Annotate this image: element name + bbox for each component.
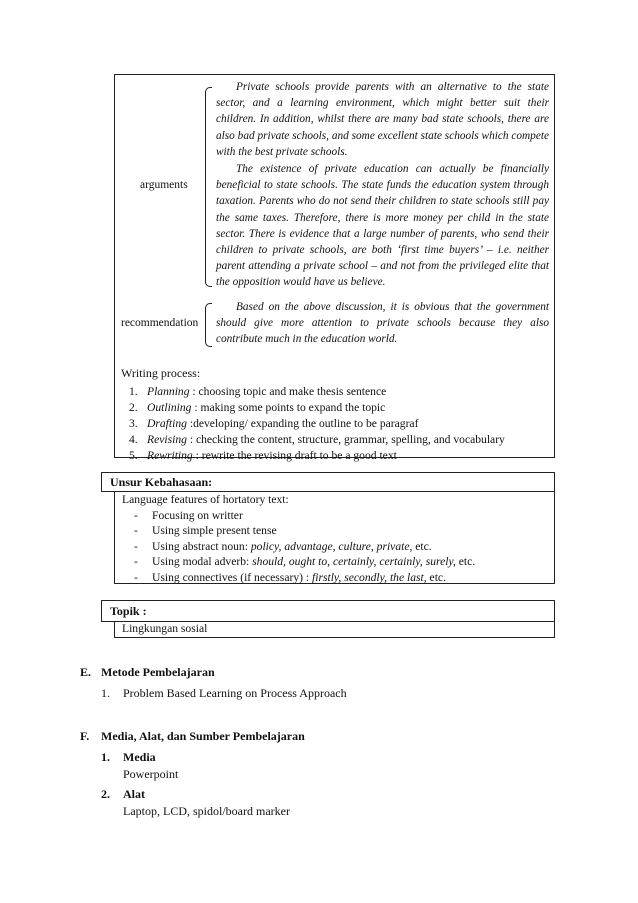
writing-process-item: 1. Planning : choosing topic and make thesis sentence — [129, 385, 387, 398]
writing-process-item: 5. Rewriting : rewrite the revising draft to be a good text — [129, 449, 397, 462]
language-features-intro: Language features of hortatory text: — [122, 493, 289, 506]
language-feature-item: - Using simple present tense — [134, 524, 277, 538]
section-f-item-number: 1. — [101, 750, 110, 764]
recommendation-label: recommendation — [121, 317, 199, 329]
section-f-letter: F. — [80, 729, 90, 743]
section-e-letter: E. — [80, 665, 92, 679]
unsur-kebahasaan-body — [114, 491, 555, 584]
writing-process-item: 3. Drafting :developing/ expanding the outline to be paragraf — [129, 417, 419, 430]
recommendation-brace — [205, 303, 212, 347]
hortatory-text-structure-box — [114, 74, 555, 462]
language-features-list — [122, 508, 554, 585]
argument-paragraph-2: The existence of private education can actually be financially beneficial to state schools. The state funds the education system through taxation. Parents who do not send their children to state schools still pay the same taxes. Therefore, there is more money per child in the state sector. There is evidence that a large number of parents, who send their children to private schools, are both ‘first time buyers’ – i.e. neither parent attending a private school – and not from the privileged elite that the opposition would have us believe. — [216, 163, 549, 289]
unsur-kebahasaan-heading: Unsur Kebahasaan: — [101, 472, 555, 492]
section-f-item-title: Alat — [123, 787, 145, 801]
section-f-item-title: Media — [123, 750, 156, 764]
arguments-brace — [205, 87, 212, 287]
topik-heading: Topik : — [101, 600, 555, 622]
section-e-item-number: 1. — [101, 686, 110, 700]
recommendation-paragraph: Based on the above discussion, it is obvious that the government should give more attention to private schools because they also contribute much in the education world. — [216, 301, 549, 346]
section-f-item-number: 2. — [101, 787, 110, 801]
section-e-title: Metode Pembelajaran — [101, 665, 215, 679]
section-f-item-text: Laptop, LCD, spidol/board marker — [123, 804, 290, 818]
language-feature-item: - Focusing on writter — [134, 509, 243, 522]
section-e-item-text: Problem Based Learning on Process Approach — [123, 686, 347, 700]
language-feature-item: - Using abstract noun: policy, advantage, culture, private, etc. — [134, 539, 432, 553]
argument-paragraph-1: Private schools provide parents with an alternative to the state sector, and a learning environment, which might better suit their children. In addition, whilst there are many bad state schools, there are also bad private schools, and some excellent state schools which compete with the best private schools. — [216, 81, 549, 158]
language-feature-item: - Using modal adverb: should, ought to, certainly, certainly, surely, etc. — [134, 555, 476, 569]
topik-value: Lingkungan sosial — [114, 621, 555, 638]
section-f-title: Media, Alat, dan Sumber Pembelajaran — [101, 729, 305, 743]
writing-process-list — [129, 384, 505, 464]
section-f-item-text: Powerpoint — [123, 767, 179, 781]
language-feature-item: - Using connectives (if necessary) : firstly, secondly, the last, etc. — [134, 570, 446, 584]
writing-process-title: Writing process: — [121, 366, 201, 380]
writing-process-item: 4. Revising : checking the content, structure, grammar, spelling, and vocabulary — [129, 433, 505, 446]
arguments-label: arguments — [140, 179, 188, 191]
writing-process-item: 2. Outlining : making some points to expand the topic — [129, 401, 386, 414]
